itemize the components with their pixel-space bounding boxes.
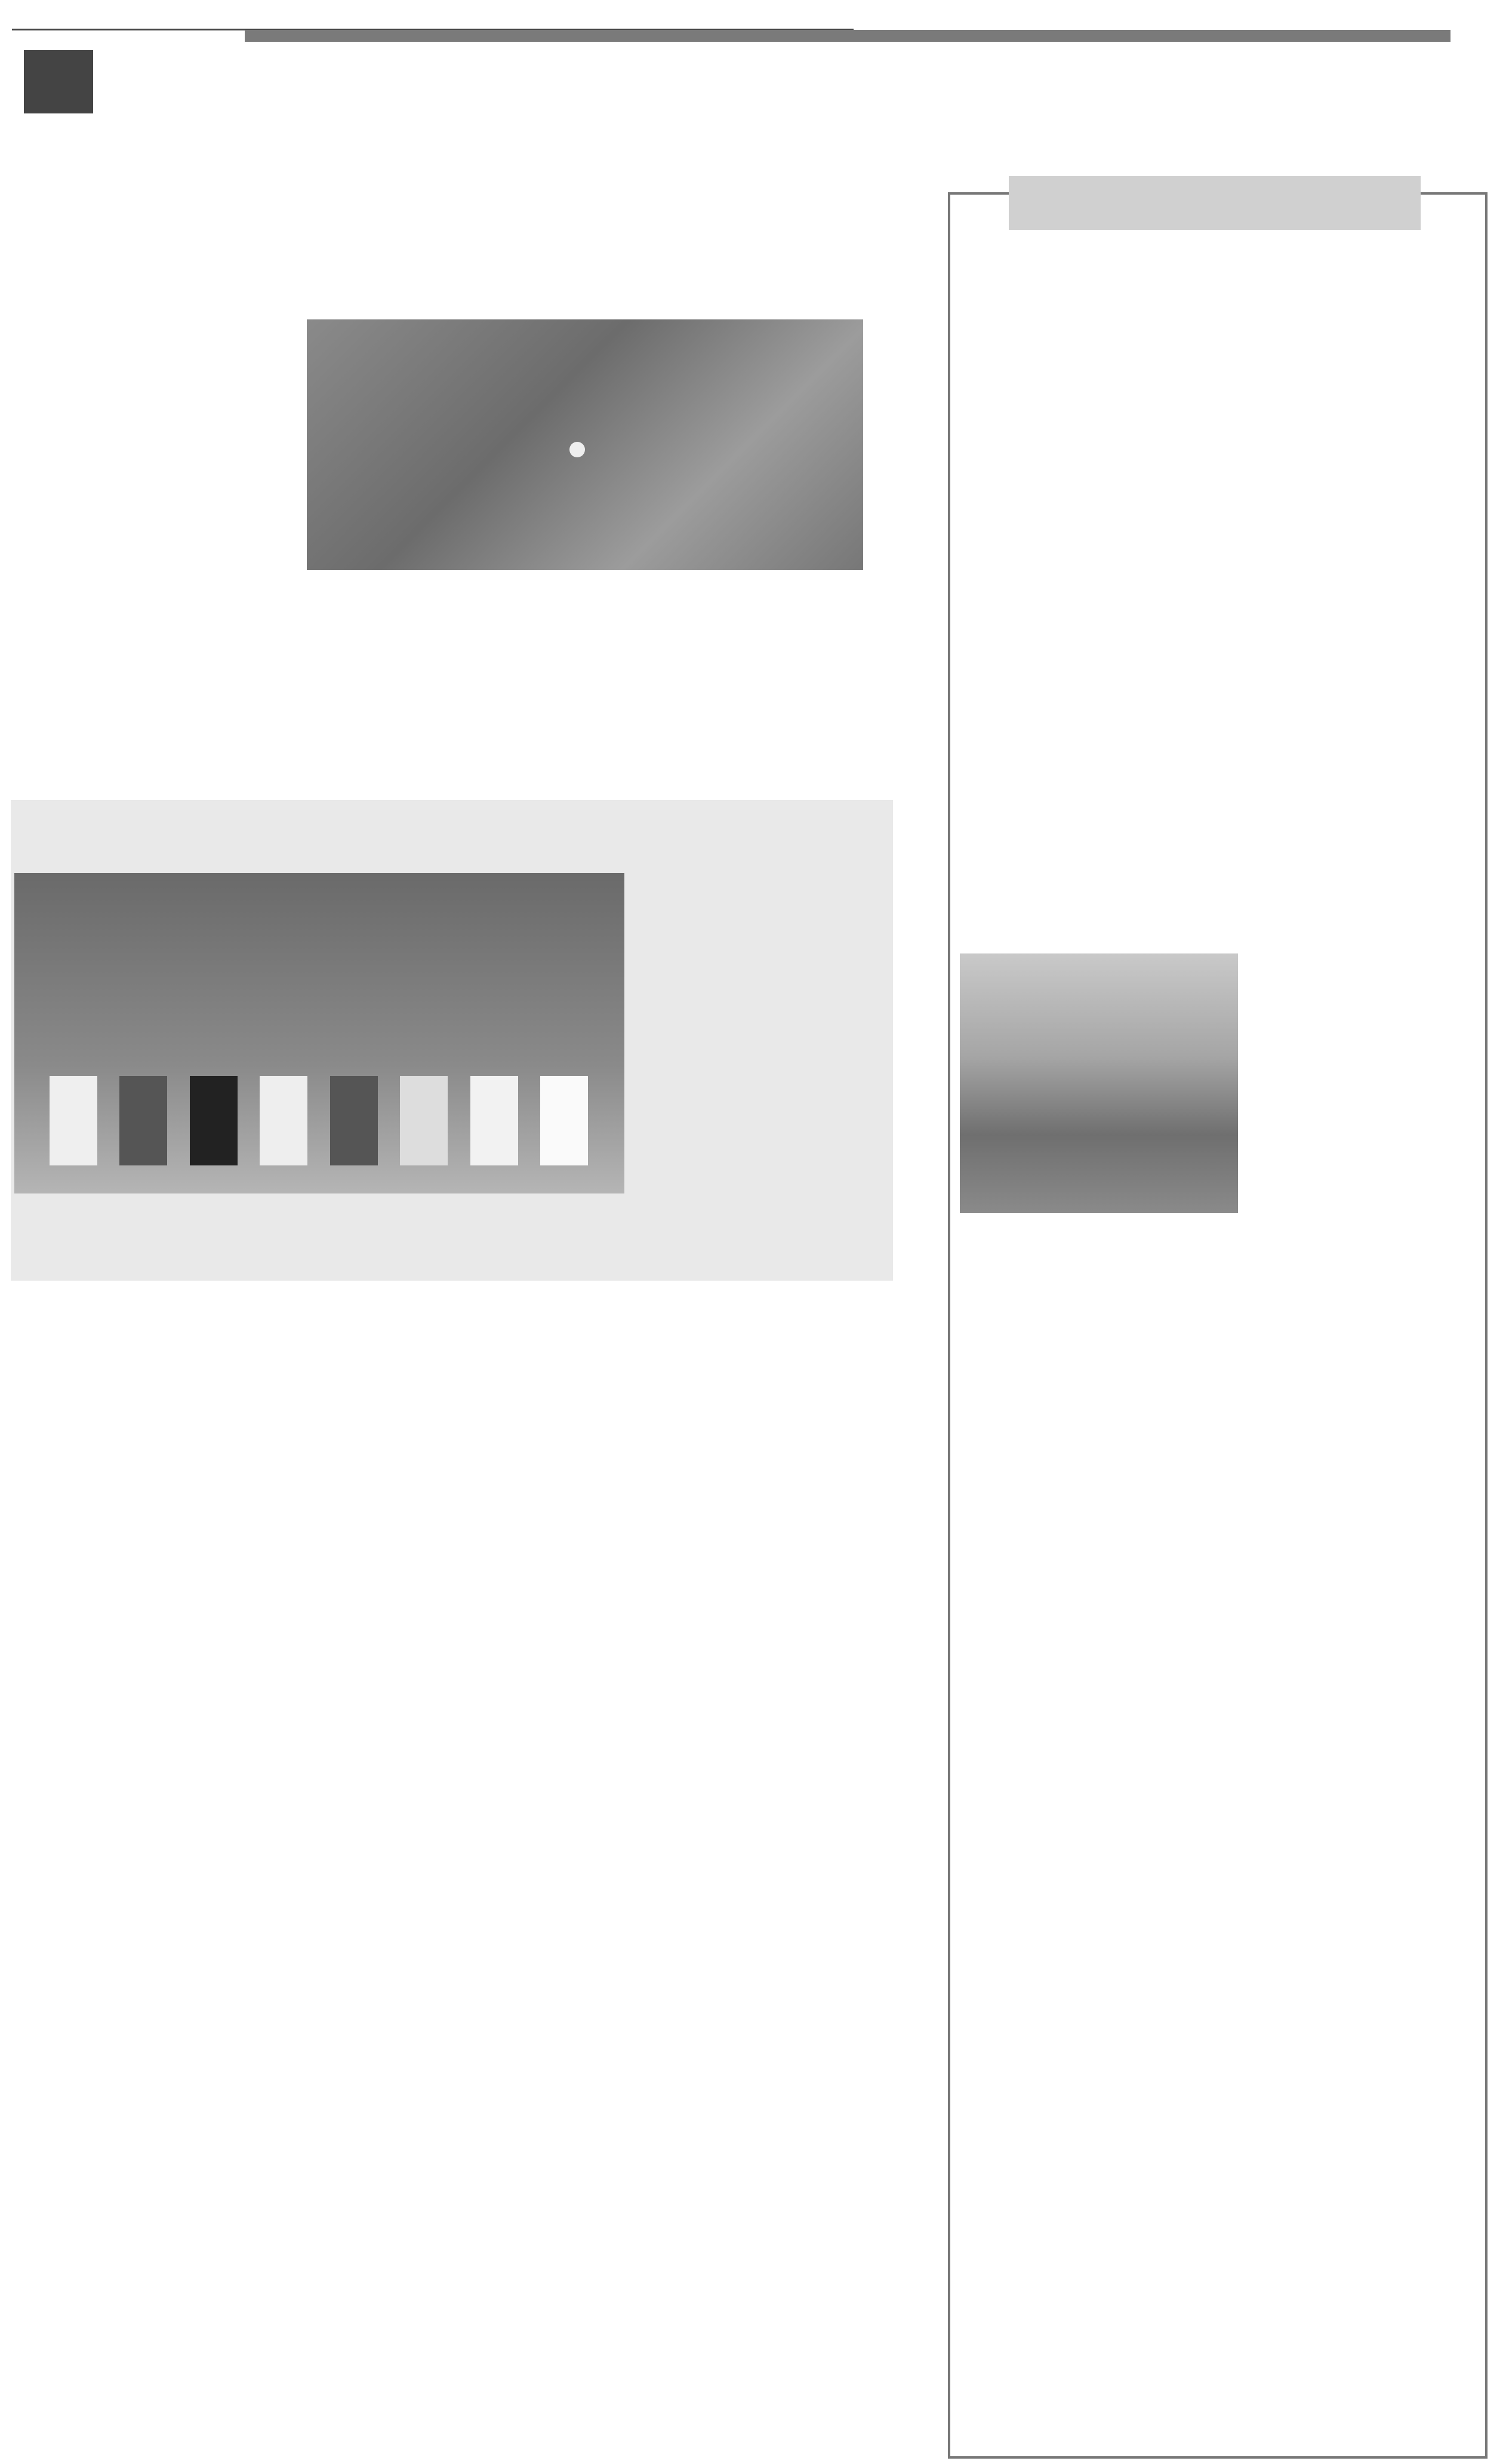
person	[540, 1076, 588, 1165]
sidebar-tag	[1009, 176, 1421, 230]
retirement-ceremony-photo	[14, 873, 624, 1193]
article4-body	[20, 1821, 928, 2454]
person	[119, 1076, 167, 1165]
person	[260, 1076, 307, 1165]
byline-spacer	[959, 493, 1472, 513]
byline-spacer	[959, 287, 1472, 310]
photo-frame-32	[960, 953, 1238, 1213]
article3-body	[24, 1502, 889, 1728]
person	[470, 1076, 518, 1165]
person	[330, 1076, 378, 1165]
article2-lower-cols	[257, 1254, 639, 1337]
farmer-figure	[569, 442, 585, 457]
people-group	[38, 1076, 599, 1165]
article2-right-col	[643, 873, 882, 1273]
person	[50, 1076, 97, 1165]
newspaper-logo	[24, 50, 93, 113]
article1-col2	[162, 322, 295, 788]
article1-lower-cols	[307, 582, 863, 785]
rice-field-photo	[307, 319, 863, 570]
person	[190, 1076, 238, 1165]
story2-body	[959, 493, 1472, 964]
person	[400, 1076, 448, 1165]
header-bar	[245, 30, 1451, 42]
